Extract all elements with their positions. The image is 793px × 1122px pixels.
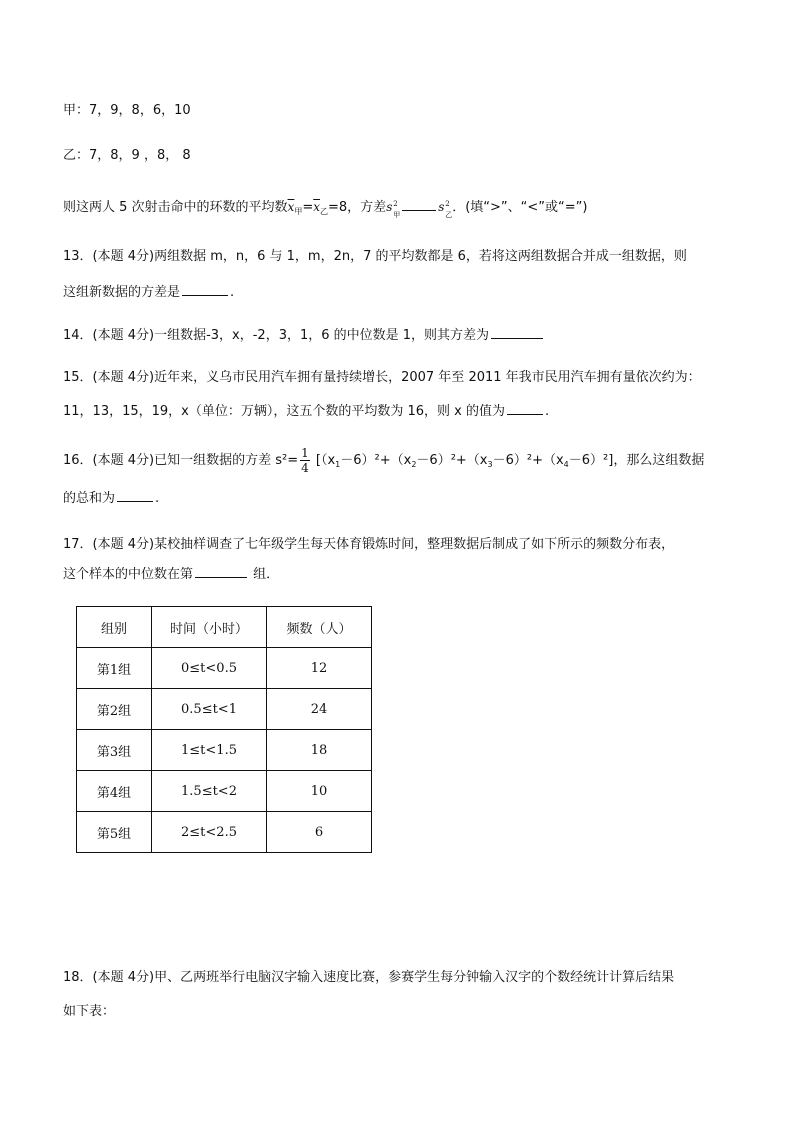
data-line-yi: 乙：7，8，9 ，8， 8 <box>63 148 191 163</box>
table-header-row <box>77 607 372 648</box>
question-18-line1: 18．(本题 4分)甲、乙两班举行电脑汉字输入速度比赛，参赛学生每分钟输入汉字的个数经统计计算后结果 <box>63 970 675 985</box>
table-row: 第3组 1≤t<1.5 18 <box>77 730 372 771</box>
question-13-line2: 这组新数据的方差是 . <box>63 285 235 300</box>
table-row: 第4组 1.5≤t<2 10 <box>77 771 372 812</box>
header-group: 组别 <box>77 607 152 648</box>
fraction-one-quarter: $\frac{1}{4}$ <box>301 446 309 475</box>
table-row: 第5组 2≤t<2.5 6 <box>77 812 372 853</box>
table-row: 第2组 0.5≤t<1 24 <box>77 689 372 730</box>
table-row: 第1组 0≤t<0.5 12 <box>77 648 372 689</box>
question-13-line1: 13．(本题 4分)两组数据 m，n，6 与 1，m，2n，7 的平均数都是 6，若将这两组数据合并成一组数据，则 <box>63 249 687 264</box>
frequency-table <box>76 606 372 853</box>
answer-blank[interactable] <box>507 402 543 415</box>
question-14-text: 14．(本题 4分)一组数据-3，x，-2，3，1，6 的中位数是 1，则其方差为 <box>63 326 545 345</box>
answer-blank[interactable] <box>195 565 247 578</box>
variance-yi-symbol: s 2 乙 <box>438 200 453 219</box>
question-16-line1: 16．(本题 4分)已知一组数据的方差 s²= $\frac{1}{4}$ $[(x_1-6)^2+(x_2-6)^2+(x_3-6)^2+(x_4-6)^2]$，那么这组数据 <box>63 446 705 475</box>
variance-jia-symbol: s 2 甲 <box>386 200 401 219</box>
question-17-line1: 17．(本题 4分)某校抽样调查了七年级学生每天体育锻炼时间，整理数据后制成了如下所示的频数分布表， <box>63 537 675 552</box>
question-17-line2: 这个样本的中位数在第 组． <box>63 567 280 582</box>
question-12-text: 则这两人 5 次射击命中的环数的平均数$\overline{x}_甲=\overline{x}_乙=8$，方差 s 2 甲 s 2 乙 ．(填“>”、“<”或“=”) <box>63 197 587 221</box>
answer-blank[interactable] <box>491 326 543 339</box>
answer-blank[interactable] <box>182 283 228 296</box>
question-16-line2: 的总和为 . <box>63 491 160 506</box>
header-frequency: 频数（人） <box>267 607 372 648</box>
answer-blank[interactable] <box>117 489 153 502</box>
question-15-line2: 11，13，15，19，x（单位：万辆），这五个数的平均数为 16，则 x 的值为 . <box>63 404 550 419</box>
header-time: 时间（小时） <box>152 607 267 648</box>
question-18-line2: 如下表： <box>63 1004 116 1019</box>
question-15-line1: 15．(本题 4分)近年来，义乌市民用汽车拥有量持续增长，2007 年至 2011 年我市民用汽车拥有量依次约为： <box>63 370 701 385</box>
data-line-jia: 甲：7，9，8，6，10 <box>63 103 191 118</box>
answer-blank[interactable] <box>402 198 436 211</box>
